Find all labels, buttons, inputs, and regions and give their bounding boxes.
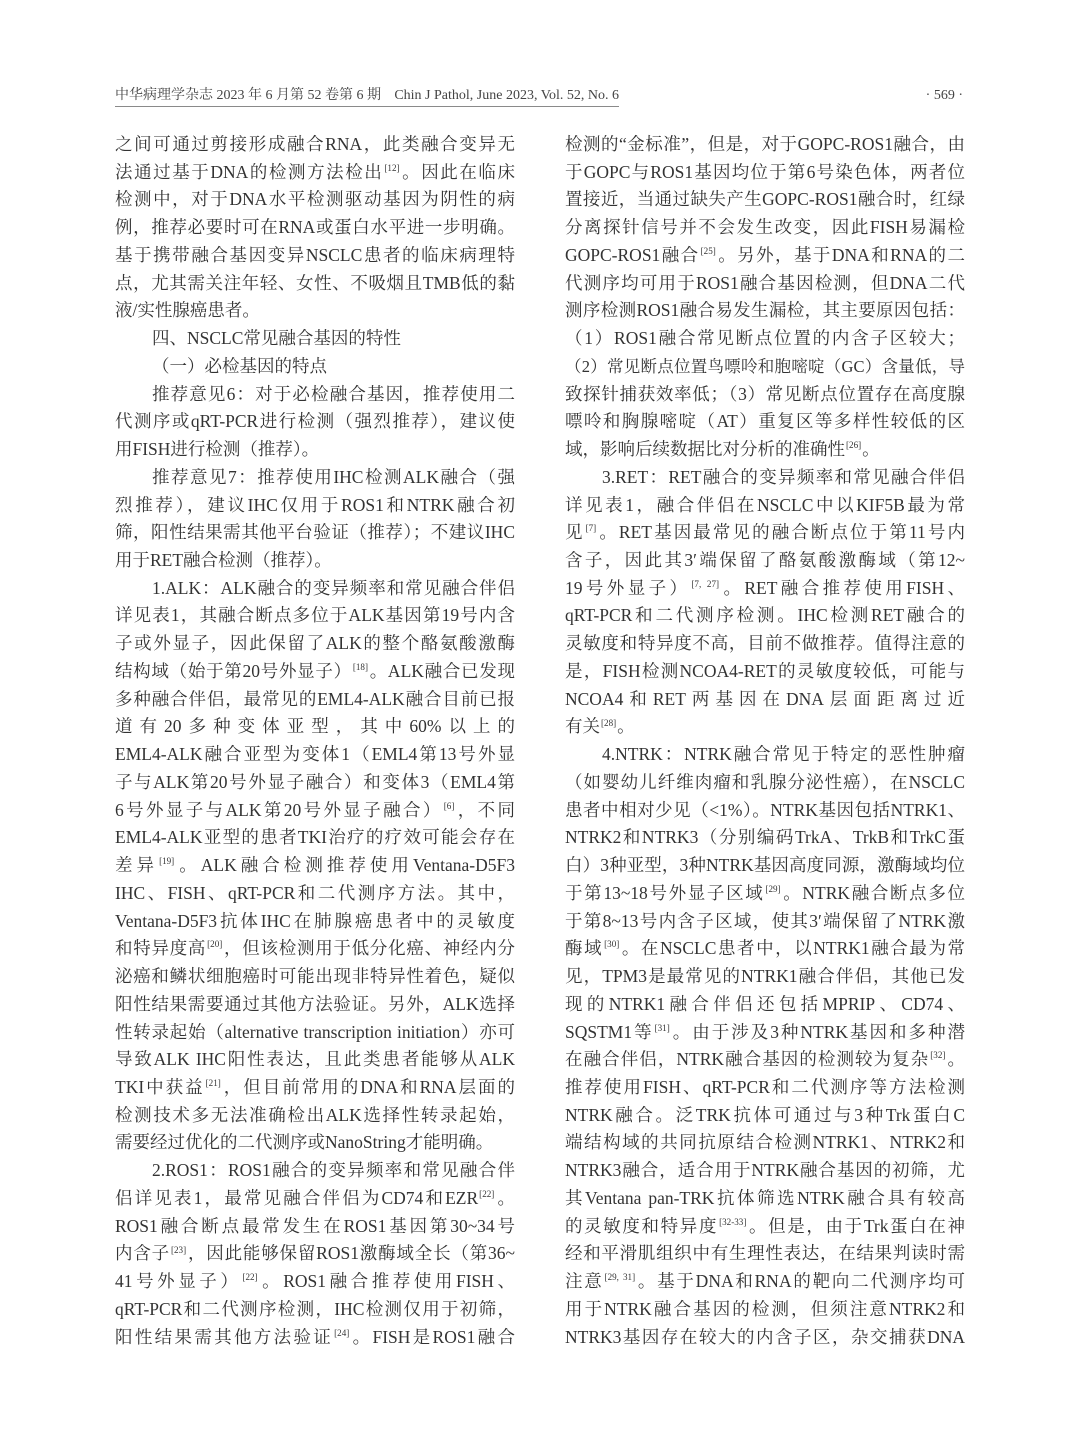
text-line <box>565 1324 965 1352</box>
text-run: 有关 <box>565 716 600 737</box>
text-line <box>115 159 515 187</box>
text-line <box>115 1129 515 1157</box>
text-run: EML4-ALK亚型的患者TKI治疗的疗效可能会存在 <box>115 827 515 848</box>
paragraph <box>565 464 965 741</box>
text-line <box>565 1102 965 1130</box>
citation-reference: [25] <box>700 246 716 257</box>
citation-reference: [29] <box>765 884 781 895</box>
text-run: 。另外，基于DNA和RNA的二 <box>716 244 965 265</box>
citation-reference: [21] <box>205 1078 221 1089</box>
text-line <box>115 464 515 492</box>
text-run: 筛，阳性结果需其他平台验证（推荐）；不建议IHC <box>115 522 515 543</box>
text-line <box>115 408 515 436</box>
text-line <box>565 242 965 270</box>
text-run: 详见表1，融合伴侣在NSCLC中以KIF5B最为常 <box>565 494 965 515</box>
text-run: 检测中，对于DNA水平检测驱动基因为阴性的病 <box>115 189 515 210</box>
text-run: 性转录起始（alternative transcription initiation）亦可 <box>115 1021 515 1042</box>
paragraph <box>115 1157 515 1351</box>
citation-reference: [24] <box>334 1327 350 1338</box>
text-run: 现的NTRK1融合伴侣还包括MPRIP、CD74、 <box>565 993 965 1014</box>
text-run: 19号外显子） <box>565 577 691 598</box>
citation-reference: [28] <box>601 717 617 728</box>
text-run: 。FISH是ROS1融合 <box>350 1326 515 1347</box>
text-run: 烈推荐），建议IHC仅用于ROS1和NTRK融合初 <box>115 494 515 515</box>
text-line <box>565 297 965 325</box>
text-run: 6号外显子与ALK第20号外显子融合） <box>115 799 443 820</box>
text-run: 其Ventana pan-TRK抗体筛选NTRK融合具有较高 <box>565 1187 965 1208</box>
text-run: 。RET基因最常见的融合断点位于第11号内 <box>597 522 965 543</box>
text-run: ROS1融合断点最常发生在ROS1基因第30~34号 <box>115 1215 515 1236</box>
text-line <box>115 436 515 464</box>
text-line <box>565 1129 965 1157</box>
journal-citation <box>115 87 619 107</box>
text-run: 液/实性腺癌患者。 <box>115 300 260 321</box>
text-run: SQSTM1等 <box>565 1021 654 1042</box>
text-run: NCOA4和RET两基因在DNA层面距离过近 <box>565 688 965 709</box>
paragraph <box>115 575 515 1157</box>
section-heading <box>115 325 515 353</box>
text-run: 于第8~13号内含子区域，使其3′端保留了NTRK激 <box>565 910 965 931</box>
text-line <box>115 186 515 214</box>
text-line <box>565 1157 965 1185</box>
text-run: 见 <box>565 522 585 543</box>
text-run: 之间可通过剪接形成融合RNA，此类融合变异无 <box>115 134 515 154</box>
text-run: Ventana-D5F3抗体IHC在肺腺癌患者中的灵敏度 <box>115 910 515 931</box>
text-line <box>565 270 965 298</box>
text-run: 详见表1，其融合断点多位于ALK基因第19号内含 <box>115 605 515 626</box>
text-line <box>115 1157 515 1185</box>
text-run: 。 <box>495 1187 515 1208</box>
citation-reference: [32-33] <box>719 1216 747 1227</box>
text-run: 是，FISH检测NCOA4-RET的灵敏度较低，可能与 <box>565 660 965 681</box>
text-line <box>565 658 965 686</box>
text-line <box>115 270 515 298</box>
text-run: 。但是，由于Trk蛋白在神 <box>747 1215 965 1236</box>
text-run: 法通过基于DNA的检测方法检出 <box>115 161 384 182</box>
citation-reference: [7] <box>585 523 597 534</box>
text-line <box>565 1185 965 1213</box>
text-line <box>565 381 965 409</box>
text-line <box>115 492 515 520</box>
citation-reference: [18] <box>352 662 368 673</box>
text-line <box>115 935 515 963</box>
journal-citation-chinese: 中华病理学杂志 2023 年 6 月第 52 卷第 6 期 <box>115 88 381 103</box>
text-run: 1.ALK：ALK融合的变异频率和常见融合伴侣 <box>152 577 515 598</box>
text-line <box>115 658 515 686</box>
text-column-left <box>115 131 515 1351</box>
citation-reference: [20] <box>207 939 223 950</box>
text-line <box>115 353 515 381</box>
citation-reference: [22] <box>479 1189 495 1200</box>
text-run: NTRK融合。泛TRK抗体可通过与3种Trk蛋白C <box>565 1104 965 1125</box>
text-line <box>115 214 515 242</box>
text-run: 经和平滑肌组织中有生理性表达，在结果判读时需 <box>565 1243 965 1264</box>
text-run: 泌癌和鳞状细胞癌时可能出现非特异性着色，疑似 <box>115 966 515 987</box>
text-run: 2.ROS1：ROS1融合的变异频率和常见融合伴 <box>152 1160 515 1181</box>
text-line <box>115 741 515 769</box>
text-run: 结构域（始于第20号外显子） <box>115 660 352 681</box>
text-line <box>565 824 965 852</box>
text-line <box>565 880 965 908</box>
text-line <box>115 1074 515 1102</box>
text-run: 。ALK融合已发现 <box>369 660 515 681</box>
text-line <box>115 1213 515 1241</box>
text-run: 侣详见表1，最常见融合伴侣为CD74和EZR <box>115 1187 479 1208</box>
text-run: 置接近，当通过缺失产生GOPC-ROS1融合时，红绿 <box>565 189 965 210</box>
text-run: NTRK3基因存在较大的内含子区，杂交捕获DNA <box>565 1326 965 1347</box>
text-run: 需要经过优化的二代测序或NanoString才能明确。 <box>115 1132 494 1153</box>
text-run: （一）必检基因的特点 <box>152 355 327 376</box>
text-line <box>115 1296 515 1324</box>
text-line <box>115 1102 515 1130</box>
text-line <box>565 713 965 741</box>
text-run: ，因此能够保留ROS1激酶域全长（第36~ <box>187 1243 515 1264</box>
text-line <box>565 908 965 936</box>
text-line <box>115 1268 515 1296</box>
text-line <box>565 991 965 1019</box>
text-run: 分离探针信号并不会发生改变，因此FISH易漏检 <box>565 217 965 238</box>
text-line <box>115 963 515 991</box>
citation-reference: [23] <box>170 1244 187 1255</box>
text-run: 。ROS1融合推荐使用FISH、 <box>258 1271 515 1292</box>
text-run: 患者中相对少见（<1%）。NTRK基因包括NTRK1、 <box>565 799 965 820</box>
text-line <box>565 769 965 797</box>
text-line <box>565 630 965 658</box>
text-run: 用FISH进行检测（推荐）。 <box>115 439 320 460</box>
text-line <box>565 1046 965 1074</box>
text-line <box>565 325 965 353</box>
text-run: 基于携带融合基因变异NSCLC患者的临床病理特 <box>115 244 515 265</box>
text-run: 差异 <box>115 855 159 876</box>
text-run: 例，推荐必要时可在RNA或蛋白水平进一步明确。 <box>115 217 515 238</box>
text-line <box>115 769 515 797</box>
text-line <box>565 353 965 381</box>
text-run: 。由于涉及3种NTRK基因和多种潜 <box>670 1021 965 1042</box>
text-run: 致探针捕获效率低；（3）常见断点位置存在高度腺 <box>565 383 965 404</box>
text-run: 用于NTRK融合基因的检测，但须注意NTRK2和 <box>565 1298 965 1319</box>
page-number: · 569 · <box>925 88 963 103</box>
text-run: 注意 <box>565 1271 604 1292</box>
text-line <box>115 908 515 936</box>
text-run: 测序检测ROS1融合易发生漏检，其主要原因包括： <box>565 300 965 321</box>
text-run: 检测的“金标准”，但是，对于GOPC-ROS1融合，由 <box>565 134 965 154</box>
text-run: 推荐意见6：对于必检融合基因，推荐使用二 <box>152 383 515 404</box>
text-run: 于第13~18号外显子区域 <box>565 882 765 903</box>
section-heading <box>115 353 515 381</box>
text-run: 子与ALK第20号外显子融合）和变体3（EML4第 <box>115 771 515 792</box>
text-run: 代测序均可用于ROS1融合基因检测，但DNA二代 <box>565 272 965 293</box>
text-run: 3.RET：RET融合的变异频率和常见融合伴侣 <box>602 466 965 487</box>
text-run: 。 <box>862 439 880 460</box>
text-line <box>565 547 965 575</box>
running-header <box>115 87 963 107</box>
text-run: qRT-PCR和二代测序检测。IHC检测RET融合的 <box>565 605 965 626</box>
text-line <box>565 1268 965 1296</box>
text-line <box>565 963 965 991</box>
text-run: 灵敏度和特异度不高，目前不做推荐。值得注意的 <box>565 633 965 654</box>
text-run: ，但该检测用于低分化癌、神经内分 <box>223 938 515 959</box>
text-run: （如婴幼儿纤维肉瘤和乳腺分泌性癌），在NSCLC <box>565 771 965 792</box>
text-run: TKI中获益 <box>115 1076 205 1097</box>
citation-reference: [12] <box>384 162 400 173</box>
text-line <box>565 1074 965 1102</box>
text-run: 4.NTRK：NTRK融合常见于特定的恶性肿瘤 <box>602 744 965 765</box>
text-run: ，但目前常用的DNA和RNA层面的 <box>221 1076 515 1097</box>
citation-reference: [22] <box>242 1272 258 1283</box>
text-run: 。因此在临床 <box>400 161 515 182</box>
text-line <box>115 131 515 159</box>
text-line <box>565 852 965 880</box>
text-run: NTRK2和NTRK3（分别编码TrkA、TrkB和TrkC蛋 <box>565 827 965 848</box>
text-line <box>115 713 515 741</box>
text-line <box>565 741 965 769</box>
text-run: 多种融合伴侣，最常见的EML4-ALK融合目前已报 <box>115 688 515 709</box>
text-run: 阳性结果需要通过其他方法验证。另外，ALK选择 <box>115 993 515 1014</box>
citation-reference: [31] <box>654 1022 670 1033</box>
text-line <box>115 1046 515 1074</box>
text-run: 。在NSCLC患者中，以NTRK1融合最为常 <box>620 938 965 959</box>
text-run: 。 <box>617 716 635 737</box>
text-run: 于GOPC与ROS1基因均位于第6号染色体，两者位 <box>565 161 965 182</box>
text-line <box>565 436 965 464</box>
text-line <box>565 1240 965 1268</box>
citation-reference: [30] <box>604 939 620 950</box>
journal-citation-english: Chin J Pathol, June 2023, Vol. 52, No. 6 <box>394 88 619 103</box>
text-run: 四、NSCLC常见融合基因的特性 <box>152 328 401 349</box>
text-run: 端结构域的共同抗原结合检测NTRK1、NTRK2和 <box>565 1132 965 1153</box>
text-line <box>565 519 965 547</box>
text-line <box>115 1019 515 1047</box>
text-run: 的灵敏度和特异度 <box>565 1215 719 1236</box>
text-line <box>565 1296 965 1324</box>
text-run: IHC、FISH、qRT-PCR和二代测序方法。其中， <box>115 882 515 903</box>
text-line <box>115 575 515 603</box>
text-run: 代测序或qRT-PCR进行检测（强烈推荐），建议使 <box>115 411 515 432</box>
text-line <box>115 797 515 825</box>
text-line <box>565 686 965 714</box>
text-line <box>565 214 965 242</box>
text-run: GOPC-ROS1融合 <box>565 244 700 265</box>
text-run: 。NTRK融合断点多位 <box>781 882 965 903</box>
paragraph <box>115 131 515 325</box>
citation-reference: [26] <box>846 440 862 451</box>
text-line <box>115 991 515 1019</box>
text-run: NTRK3融合，适合用于NTRK融合基因的初筛，尤 <box>565 1160 965 1181</box>
text-line <box>115 824 515 852</box>
text-run: 酶域 <box>565 938 604 959</box>
text-run: 。ALK融合检测推荐使用Ventana-D5F3 <box>175 855 515 876</box>
text-run: 内含子 <box>115 1243 170 1264</box>
text-line <box>565 797 965 825</box>
text-line <box>115 1324 515 1352</box>
text-run: 41号外显子） <box>115 1271 242 1292</box>
text-run: 见，TPM3是最常见的NTRK1融合伴侣，其他已发 <box>565 966 965 987</box>
text-run: 域，影响后续数据比对分析的准确性 <box>565 439 845 460</box>
text-line <box>115 686 515 714</box>
text-run: 。RET融合推荐使用FISH、 <box>720 577 965 598</box>
paragraph <box>565 131 965 464</box>
text-line <box>115 880 515 908</box>
text-column-right <box>565 131 965 1351</box>
text-run: 推荐使用FISH、qRT-PCR和二代测序等方法检测 <box>565 1076 965 1097</box>
text-run: ，不同 <box>455 799 515 820</box>
text-run: 和特异度高 <box>115 938 207 959</box>
text-run: 推荐意见7：推荐使用IHC检测ALK融合（强 <box>152 466 515 487</box>
text-line <box>565 1213 965 1241</box>
text-run: 子或外显子，因此保留了ALK的整个酪氨酸激酶 <box>115 633 515 654</box>
text-run: 导致ALK IHC阳性表达，且此类患者能够从ALK <box>115 1049 515 1070</box>
citation-reference: [32] <box>930 1050 946 1061</box>
text-line <box>115 1185 515 1213</box>
text-run: 检测技术多无法准确检出ALK选择性转录起始， <box>115 1104 515 1125</box>
text-line <box>115 547 515 575</box>
citation-reference: [19] <box>159 856 175 867</box>
text-run: 白）3种亚型，3种NTRK基因高度同源，激酶域均位 <box>565 855 965 876</box>
text-run: 含子，因此其3′端保留了酪氨酸激酶域（第12~ <box>565 550 965 571</box>
text-line <box>565 935 965 963</box>
text-line <box>565 131 965 159</box>
citation-reference: [29, 31] <box>604 1272 636 1283</box>
text-run: 嘌呤和胸腺嘧啶（AT）重复区等多样性较低的区 <box>565 411 965 432</box>
text-line <box>565 186 965 214</box>
text-run: 。 <box>946 1049 965 1070</box>
text-run: qRT-PCR和二代测序检测，IHC检测仅用于初筛， <box>115 1298 515 1319</box>
text-run: 。基于DNA和RNA的靶向二代测序均可 <box>636 1271 965 1292</box>
text-line <box>565 159 965 187</box>
text-line <box>115 1240 515 1268</box>
text-line <box>115 297 515 325</box>
text-line <box>115 381 515 409</box>
text-line <box>115 242 515 270</box>
text-line <box>565 575 965 603</box>
paragraph <box>565 741 965 1351</box>
text-line <box>115 630 515 658</box>
text-line <box>115 852 515 880</box>
paragraph <box>115 381 515 464</box>
text-run: 道有20多种变体亚型，其中60%以上的 <box>115 716 515 737</box>
text-line <box>565 1019 965 1047</box>
text-run: EML4-ALK融合亚型为变体1（EML4第13号外显 <box>115 744 515 765</box>
text-line <box>565 464 965 492</box>
text-line <box>565 602 965 630</box>
text-line <box>115 519 515 547</box>
text-run: （2）常见断点位置鸟嘌呤和胞嘧啶（GC）含量低，导 <box>565 356 965 376</box>
text-line <box>115 602 515 630</box>
text-line <box>565 492 965 520</box>
text-run: 点，尤其需关注年轻、女性、不吸烟且TMB低的黏 <box>115 272 515 293</box>
text-run: （1）ROS1融合常见断点位置的内含子区较大； <box>565 328 965 349</box>
text-line <box>565 408 965 436</box>
text-run: 阳性结果需其他方法验证 <box>115 1326 334 1347</box>
citation-reference: [6] <box>443 800 455 811</box>
paragraph <box>115 464 515 575</box>
text-run: 用于RET融合检测（推荐）。 <box>115 550 332 571</box>
text-line <box>115 325 515 353</box>
text-run: 在融合伴侣，NTRK融合基因的检测较为复杂 <box>565 1049 930 1070</box>
citation-reference: [7, 27] <box>691 578 720 589</box>
